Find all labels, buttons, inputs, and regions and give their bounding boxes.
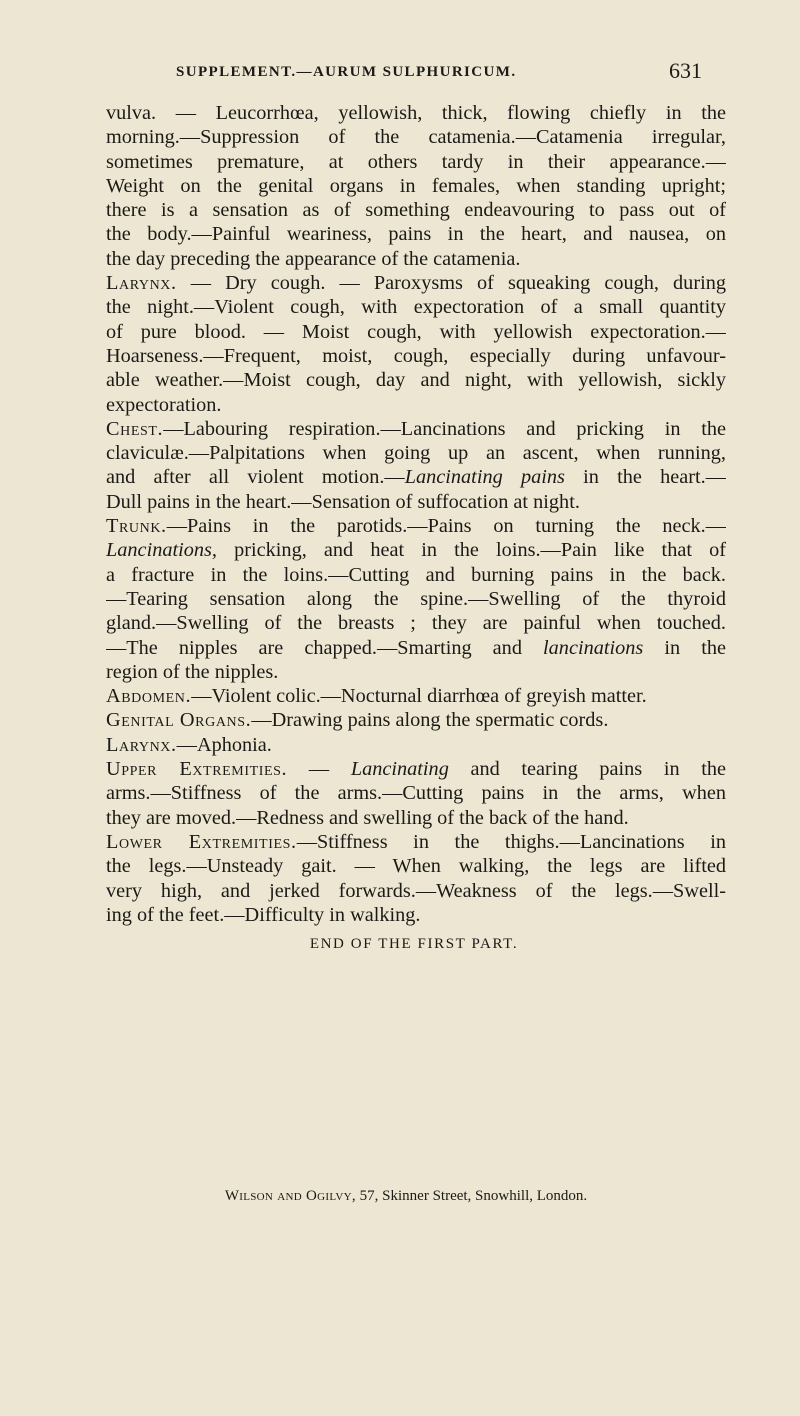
text-run: the body.—Painful weariness, pains in the heart, and nausea, on: [106, 223, 726, 246]
text-line: [106, 757, 726, 781]
text-line: [106, 393, 726, 417]
text-line: [106, 198, 726, 222]
text-line: [106, 854, 726, 878]
text-run: the night.—Violent cough, with expectoration of a small quantity: [106, 296, 726, 319]
text-run: the legs.—Unsteady gait. — When walking, the legs are lifted: [106, 855, 726, 878]
text-line: [106, 174, 726, 198]
text-line: [106, 563, 726, 587]
italic-emphasis: Lancinating: [350, 758, 449, 781]
text-line: [106, 490, 726, 514]
text-run: arms.—Stiffness of the arms.—Cutting pains in the arms, when: [106, 782, 726, 805]
text-run: there is a sensation as of something endeavouring to pass out of: [106, 199, 726, 222]
text-run: —Stiffness in the thighs.—Lancinations in: [296, 830, 726, 853]
italic-emphasis: lancinations: [543, 636, 644, 659]
section-label: Trunk.: [106, 515, 167, 538]
text-run: the day preceding the appearance of the catamenia.: [106, 247, 521, 270]
text-run: —Aphonia.: [176, 733, 272, 756]
text-line: [106, 465, 726, 489]
text-line: [106, 806, 726, 830]
text-run: claviculæ.—Palpitations when going up an ascent, when running,: [106, 442, 726, 465]
body-text: [106, 101, 726, 927]
text-run: vulva. — Leucorrhœa, yellowish, thick, flowing chiefly in the: [106, 102, 726, 124]
text-run: —Pains in the parotids.—Pains on turning the neck.—: [166, 515, 726, 538]
text-line: [106, 538, 726, 562]
italic-emphasis: Lancinating pains: [404, 466, 565, 489]
text-line: [106, 903, 726, 927]
text-run: very high, and jerked forwards.—Weakness of the legs.—Swell-: [106, 879, 726, 902]
text-run: and tearing pains in the: [448, 758, 726, 781]
text-line: [106, 684, 726, 708]
text-line: [106, 660, 726, 684]
text-line: [106, 417, 726, 441]
section-label: Larynx.: [106, 272, 177, 295]
text-line: [106, 611, 726, 635]
text-run: morning.—Suppression of the catamenia.—Catamenia irregular,: [106, 126, 726, 149]
page-number: 631: [669, 58, 702, 83]
text-run: Hoarseness.—Frequent, moist, cough, especially during unfavour-: [106, 344, 726, 367]
text-line: [106, 830, 726, 854]
section-label: Abdomen.: [106, 685, 192, 708]
text-line: [106, 514, 726, 538]
text-line: [106, 320, 726, 344]
text-run: in the: [643, 636, 726, 659]
section-label: Genital Organs.: [106, 709, 252, 732]
running-title: SUPPLEMENT.—AURUM SULPHURICUM.: [176, 64, 517, 80]
section-label: Lower Extremities.: [106, 830, 297, 853]
text-line: [106, 150, 726, 174]
text-run: a fracture in the loins.—Cutting and burning pains in the back.: [106, 563, 726, 586]
text-line: [106, 708, 726, 732]
printer-address: 57, Skinner Street, Snowhill, London.: [355, 1188, 588, 1204]
text-line: [106, 587, 726, 611]
text-line: [106, 222, 726, 246]
text-run: expectoration.: [106, 393, 222, 416]
text-line: [106, 368, 726, 392]
section-label: Chest.: [106, 417, 164, 440]
text-line: [106, 344, 726, 368]
text-run: Dull pains in the heart.—Sensation of suffocation at night.: [106, 490, 580, 513]
section-label: Upper Extremities.: [106, 758, 288, 781]
text-line: [106, 101, 726, 125]
text-run: region of the nipples.: [106, 660, 279, 683]
italic-emphasis: Lancinations,: [106, 539, 217, 562]
text-run: gland.—Swelling of the breasts ; they are painful when touched.: [106, 612, 726, 635]
text-run: —Tearing sensation along the spine.—Swelling of the thyroid: [106, 587, 726, 610]
text-run: of pure blood. — Moist cough, with yellowish expectoration.—: [106, 320, 726, 343]
text-line: [106, 271, 726, 295]
section-label: Larynx.: [106, 733, 177, 756]
text-run: —The nipples are chapped.—Smarting and: [106, 636, 544, 659]
text-run: Weight on the genital organs in females, when standing upright;: [106, 174, 726, 197]
text-line: [106, 879, 726, 903]
text-line: [106, 636, 726, 660]
text-run: —Violent colic.—Nocturnal diarrhœa of greyish matter.: [191, 685, 647, 708]
text-run: ing of the feet.—Difficulty in walking.: [106, 903, 421, 926]
printer-imprint: [0, 1188, 800, 1205]
printer-names: Wilson and Ogilvy,: [224, 1188, 356, 1204]
text-line: [106, 781, 726, 805]
text-run: —: [287, 758, 351, 781]
text-run: —Labouring respiration.—Lancinations and pricking in the: [163, 417, 726, 440]
text-line: [106, 295, 726, 319]
text-run: pricking, and heat in the loins.—Pain like that of: [217, 539, 726, 562]
text-line: [106, 733, 726, 757]
text-line: [106, 125, 726, 149]
text-line: [106, 247, 726, 271]
running-head: [176, 60, 702, 86]
text-line: [106, 441, 726, 465]
text-run: — Dry cough. — Paroxysms of squeaking cough, during: [176, 272, 726, 295]
text-run: —Drawing pains along the spermatic cords.: [251, 709, 609, 732]
text-run: they are moved.—Redness and swelling of the back of the hand.: [106, 806, 629, 829]
text-run: able weather.—Moist cough, day and night, with yellowish, sickly: [106, 369, 726, 392]
text-run: in the heart.—: [564, 466, 726, 489]
text-run: and after all violent motion.—: [106, 466, 405, 489]
end-of-part-heading: END OF THE FIRST PART.: [309, 936, 519, 952]
text-run: sometimes premature, at others tardy in their appearance.—: [106, 150, 726, 173]
